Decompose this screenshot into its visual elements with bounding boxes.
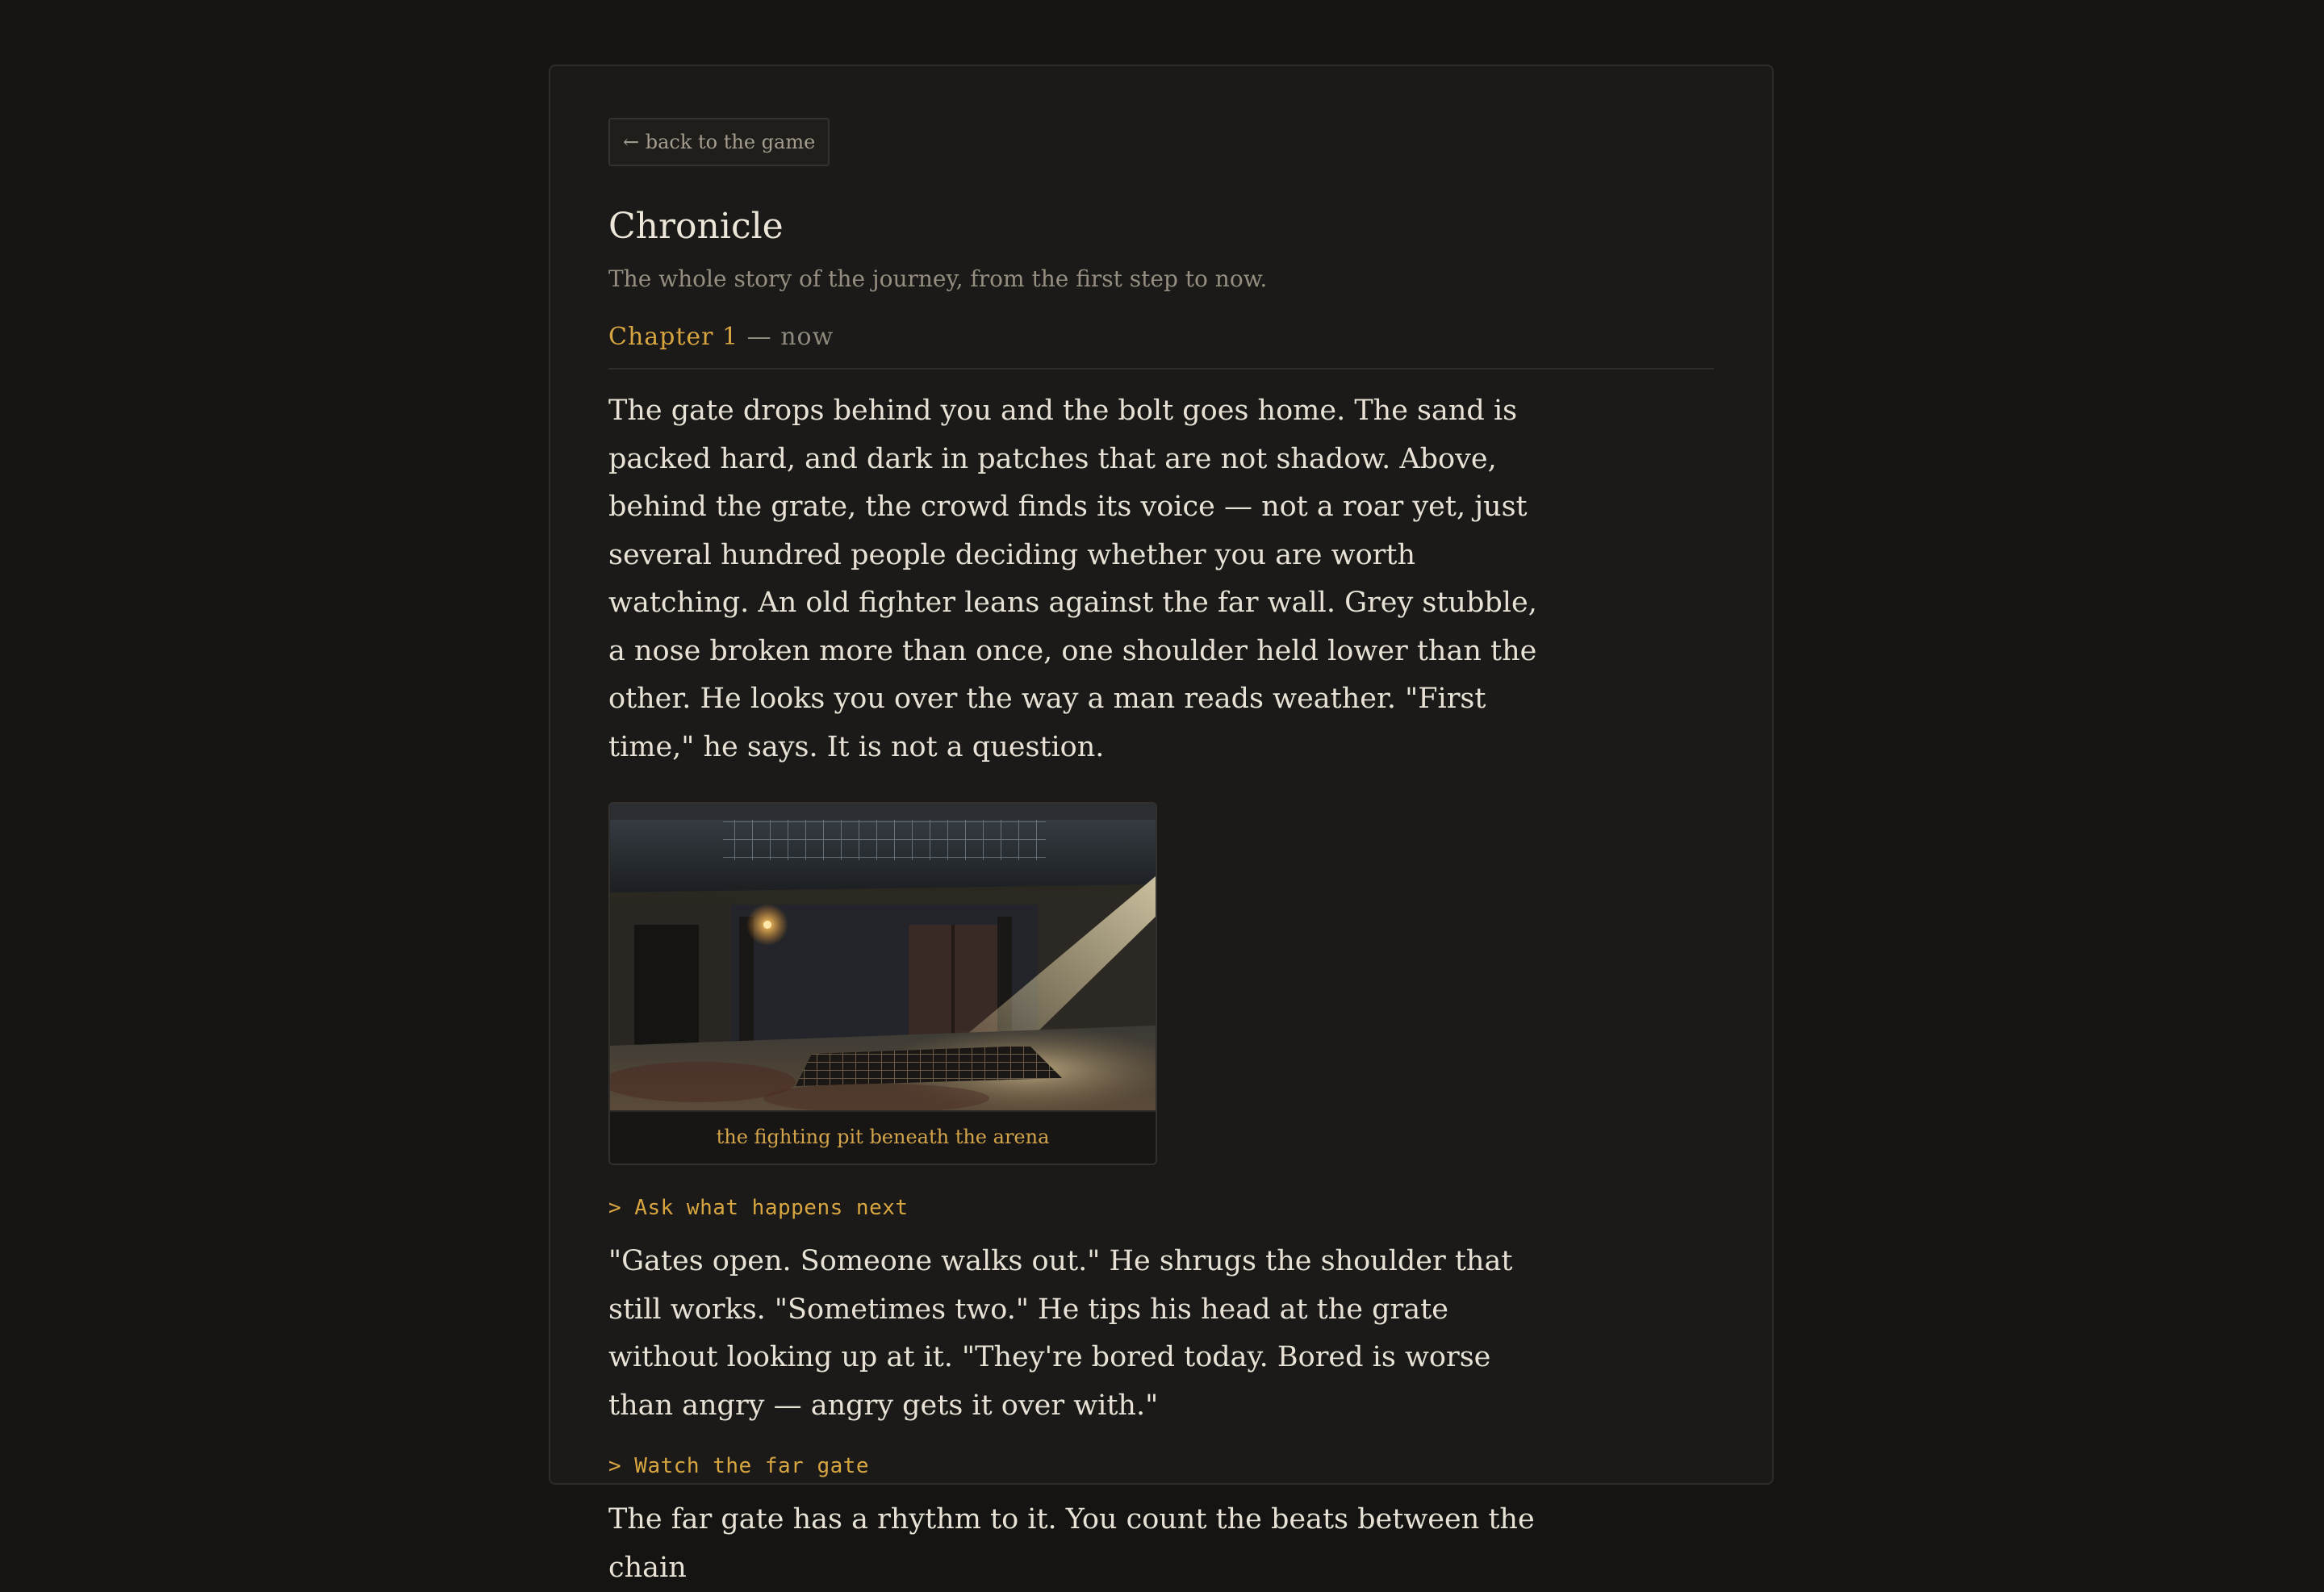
choice-response: The far gate has a rhythm to it. You count the beats between the chain [608, 1503, 1535, 1584]
page-subtitle: The whole story of the journey, from the first step to now. [608, 265, 1268, 292]
chapter-heading [608, 321, 1714, 370]
fighting-pit-image [610, 804, 1156, 1110]
choice-ask-next: > Ask what happens next [608, 1196, 909, 1220]
figure-caption: the fighting pit beneath the arena [610, 1110, 1156, 1164]
chapter-when: — now [738, 323, 834, 351]
page-title: Chronicle [608, 206, 784, 247]
choice-response: "Gates open. Someone walks out." He shrugs the shoulder that still works. "Sometimes two." He tips his head at the grate without looking up at it. "They're bored today. Bored is worse than angry — angry gets it over with." [608, 1245, 1513, 1422]
story-paragraph: The gate drops behind you and the bolt goes home. The sand is packed hard, and dark in patches that are not shadow. Above, behind the grate, the crowd finds its voice — not a roar yet, just several hundred people deciding whether you are worth watching. An old fighter leans against the far wall. Grey stubble, a nose broken more than once, one shoulder held lower than the other. He looks you over the way a man reads weather. "First time," he says. It is not a question. [608, 395, 1537, 763]
chronicle-panel [549, 65, 1774, 1584]
choice-watch-gate: > Watch the far gate [608, 1454, 870, 1478]
back-to-game-button[interactable]: ← back to the game [608, 118, 830, 166]
chapter-label: Chapter 1 [608, 323, 739, 351]
scene-figure [608, 802, 1157, 1165]
